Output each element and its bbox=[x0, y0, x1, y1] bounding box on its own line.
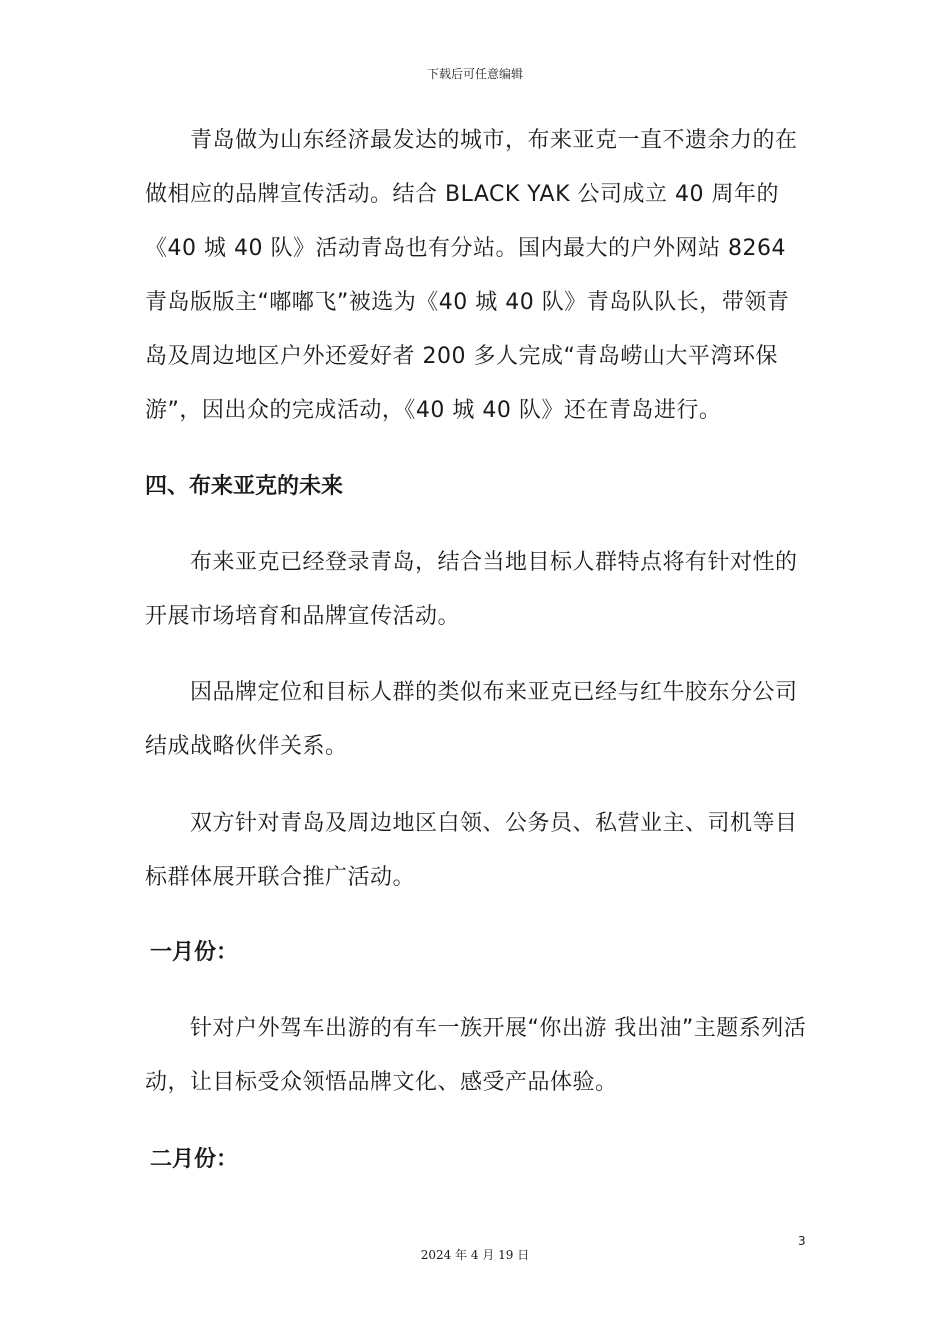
paragraph-market-entry: 布来亚克已经登录青岛，结合当地目标人群特点将有针对性的开展市场培育和品牌宣传活动。 bbox=[145, 550, 798, 629]
paragraph-january-activity: 针对户外驾车出游的有车一族开展“你出游 我出油”主题系列活动，让目标受众领悟品牌文化、感受产品体验。 bbox=[145, 1016, 807, 1095]
section-heading-future: 四、布来亚克的未来 bbox=[145, 474, 344, 499]
paragraph-qingdao-activities: 青岛做为山东经济最发达的城市，布来亚克一直不遗余力的在做相应的品牌宣传活动。结合 BLACK YAK 公司成立 40 周年的《40 城 40 队》活动青岛也有分站。国内最大的户外网站 8264 青岛版版主“嘟嘟飞”被选为《40 城 40 队》青岛队队长，带领青岛及周边地区户外还爱好者 200 多人完成“青岛崂山大平湾环保游”，因出众的完成活动，《40 城 40 队》还在青岛进行。 bbox=[145, 128, 798, 423]
paragraph-partnership: 因品牌定位和目标人群的类似布来亚克已经与红牛胶东分公司结成战略伙伴关系。 bbox=[145, 680, 798, 759]
page-header: 下载后可任意编辑 bbox=[426, 67, 523, 81]
paragraph-joint-promotion: 双方针对青岛及周边地区白领、公务员、私营业主、司机等目标群体展开联合推广活动。 bbox=[145, 811, 798, 890]
month-heading-january: 一月份： bbox=[150, 940, 239, 965]
page-number: 3 bbox=[798, 1234, 806, 1248]
month-heading-february: 二月份： bbox=[150, 1147, 239, 1172]
footer-date: 2024 年 4 月 19 日 bbox=[420, 1248, 530, 1262]
